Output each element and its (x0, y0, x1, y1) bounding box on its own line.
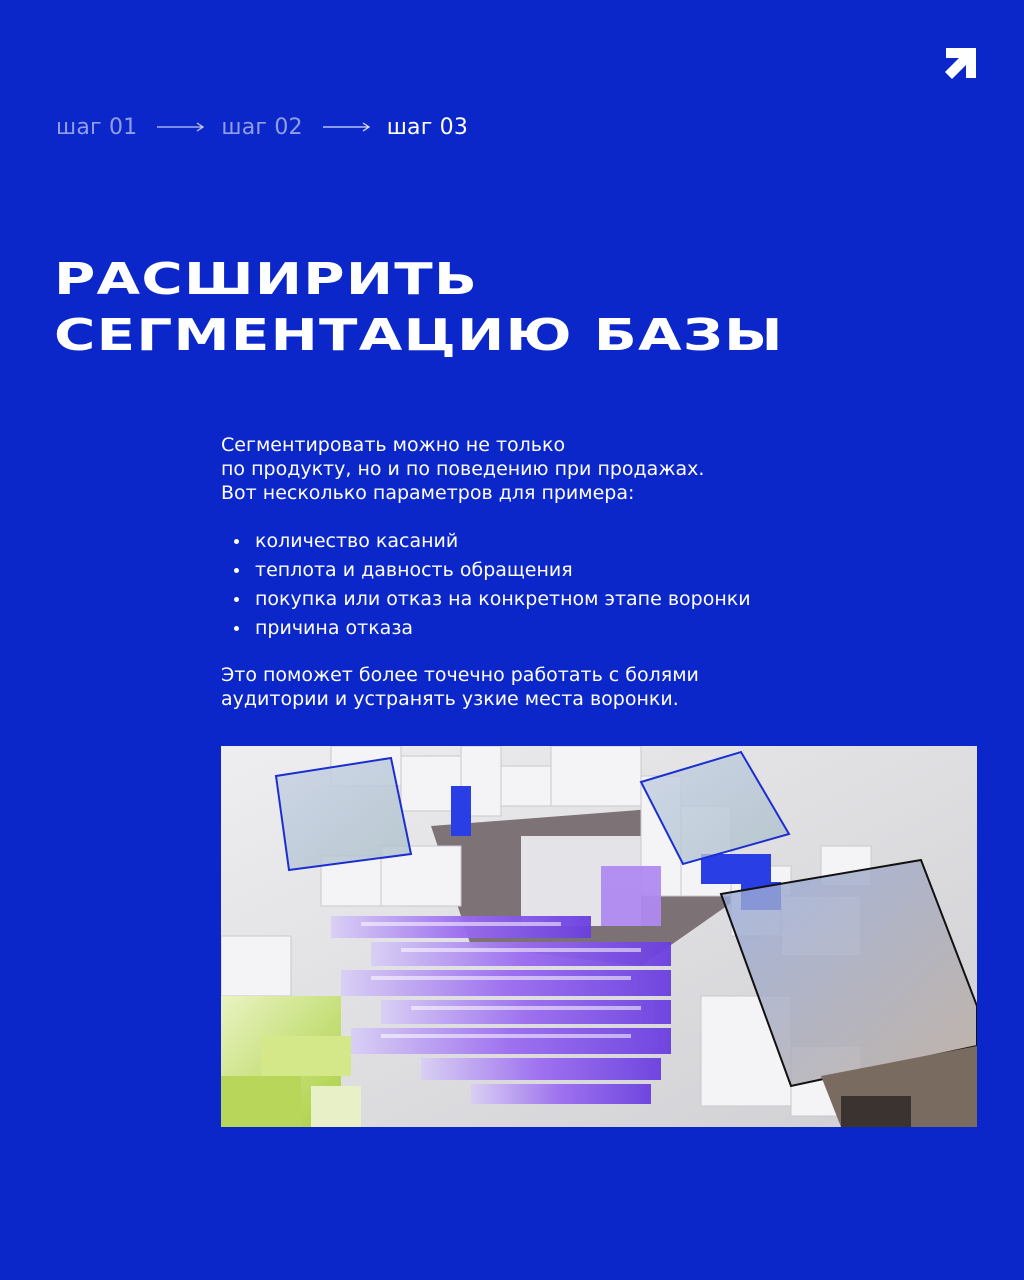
abstract-3d-illustration (221, 746, 977, 1127)
title-line-2: СЕГМЕНТАЦИЮ БАЗЫ (54, 310, 784, 361)
list-item (221, 614, 961, 643)
outro-line: Это поможет более точечно работать с болями (221, 664, 699, 686)
intro-line: Вот несколько параметров для примера: (221, 482, 635, 504)
step-02: шаг 02 (221, 114, 303, 140)
intro-paragraph (221, 433, 961, 505)
step-03: шаг 03 (386, 114, 469, 140)
outro-line: аудитории и устранять узкие места воронки. (221, 688, 679, 710)
arrow-right-icon (323, 121, 371, 133)
title-line-1: РАСШИРИТЬ (54, 254, 479, 305)
parameter-list (221, 527, 961, 643)
bullet-dot-icon (234, 539, 239, 544)
list-item-text: покупка или отказ на конкретном этапе воронки (255, 588, 751, 610)
intro-line: Сегментировать можно не только (221, 434, 566, 456)
illustration-graphic (221, 746, 977, 1127)
intro-line: по продукту, но и по поведению при продажах. (221, 458, 705, 480)
list-item-text: теплота и давность обращения (255, 559, 573, 581)
body-text (221, 433, 961, 711)
list-item-text: количество касаний (255, 530, 459, 552)
list-item-text: причина отказа (255, 617, 414, 639)
list-item (221, 556, 961, 585)
page-title (54, 252, 1024, 364)
list-item (221, 585, 961, 614)
outro-paragraph (221, 663, 961, 711)
arrow-up-right-icon (942, 46, 978, 82)
bullet-dot-icon (234, 568, 239, 573)
list-item (221, 527, 961, 556)
bullet-dot-icon (234, 626, 239, 631)
arrow-right-icon (157, 121, 205, 133)
step-01: шаг 01 (56, 114, 138, 140)
steps-breadcrumb (56, 112, 468, 142)
bullet-dot-icon (234, 597, 239, 602)
